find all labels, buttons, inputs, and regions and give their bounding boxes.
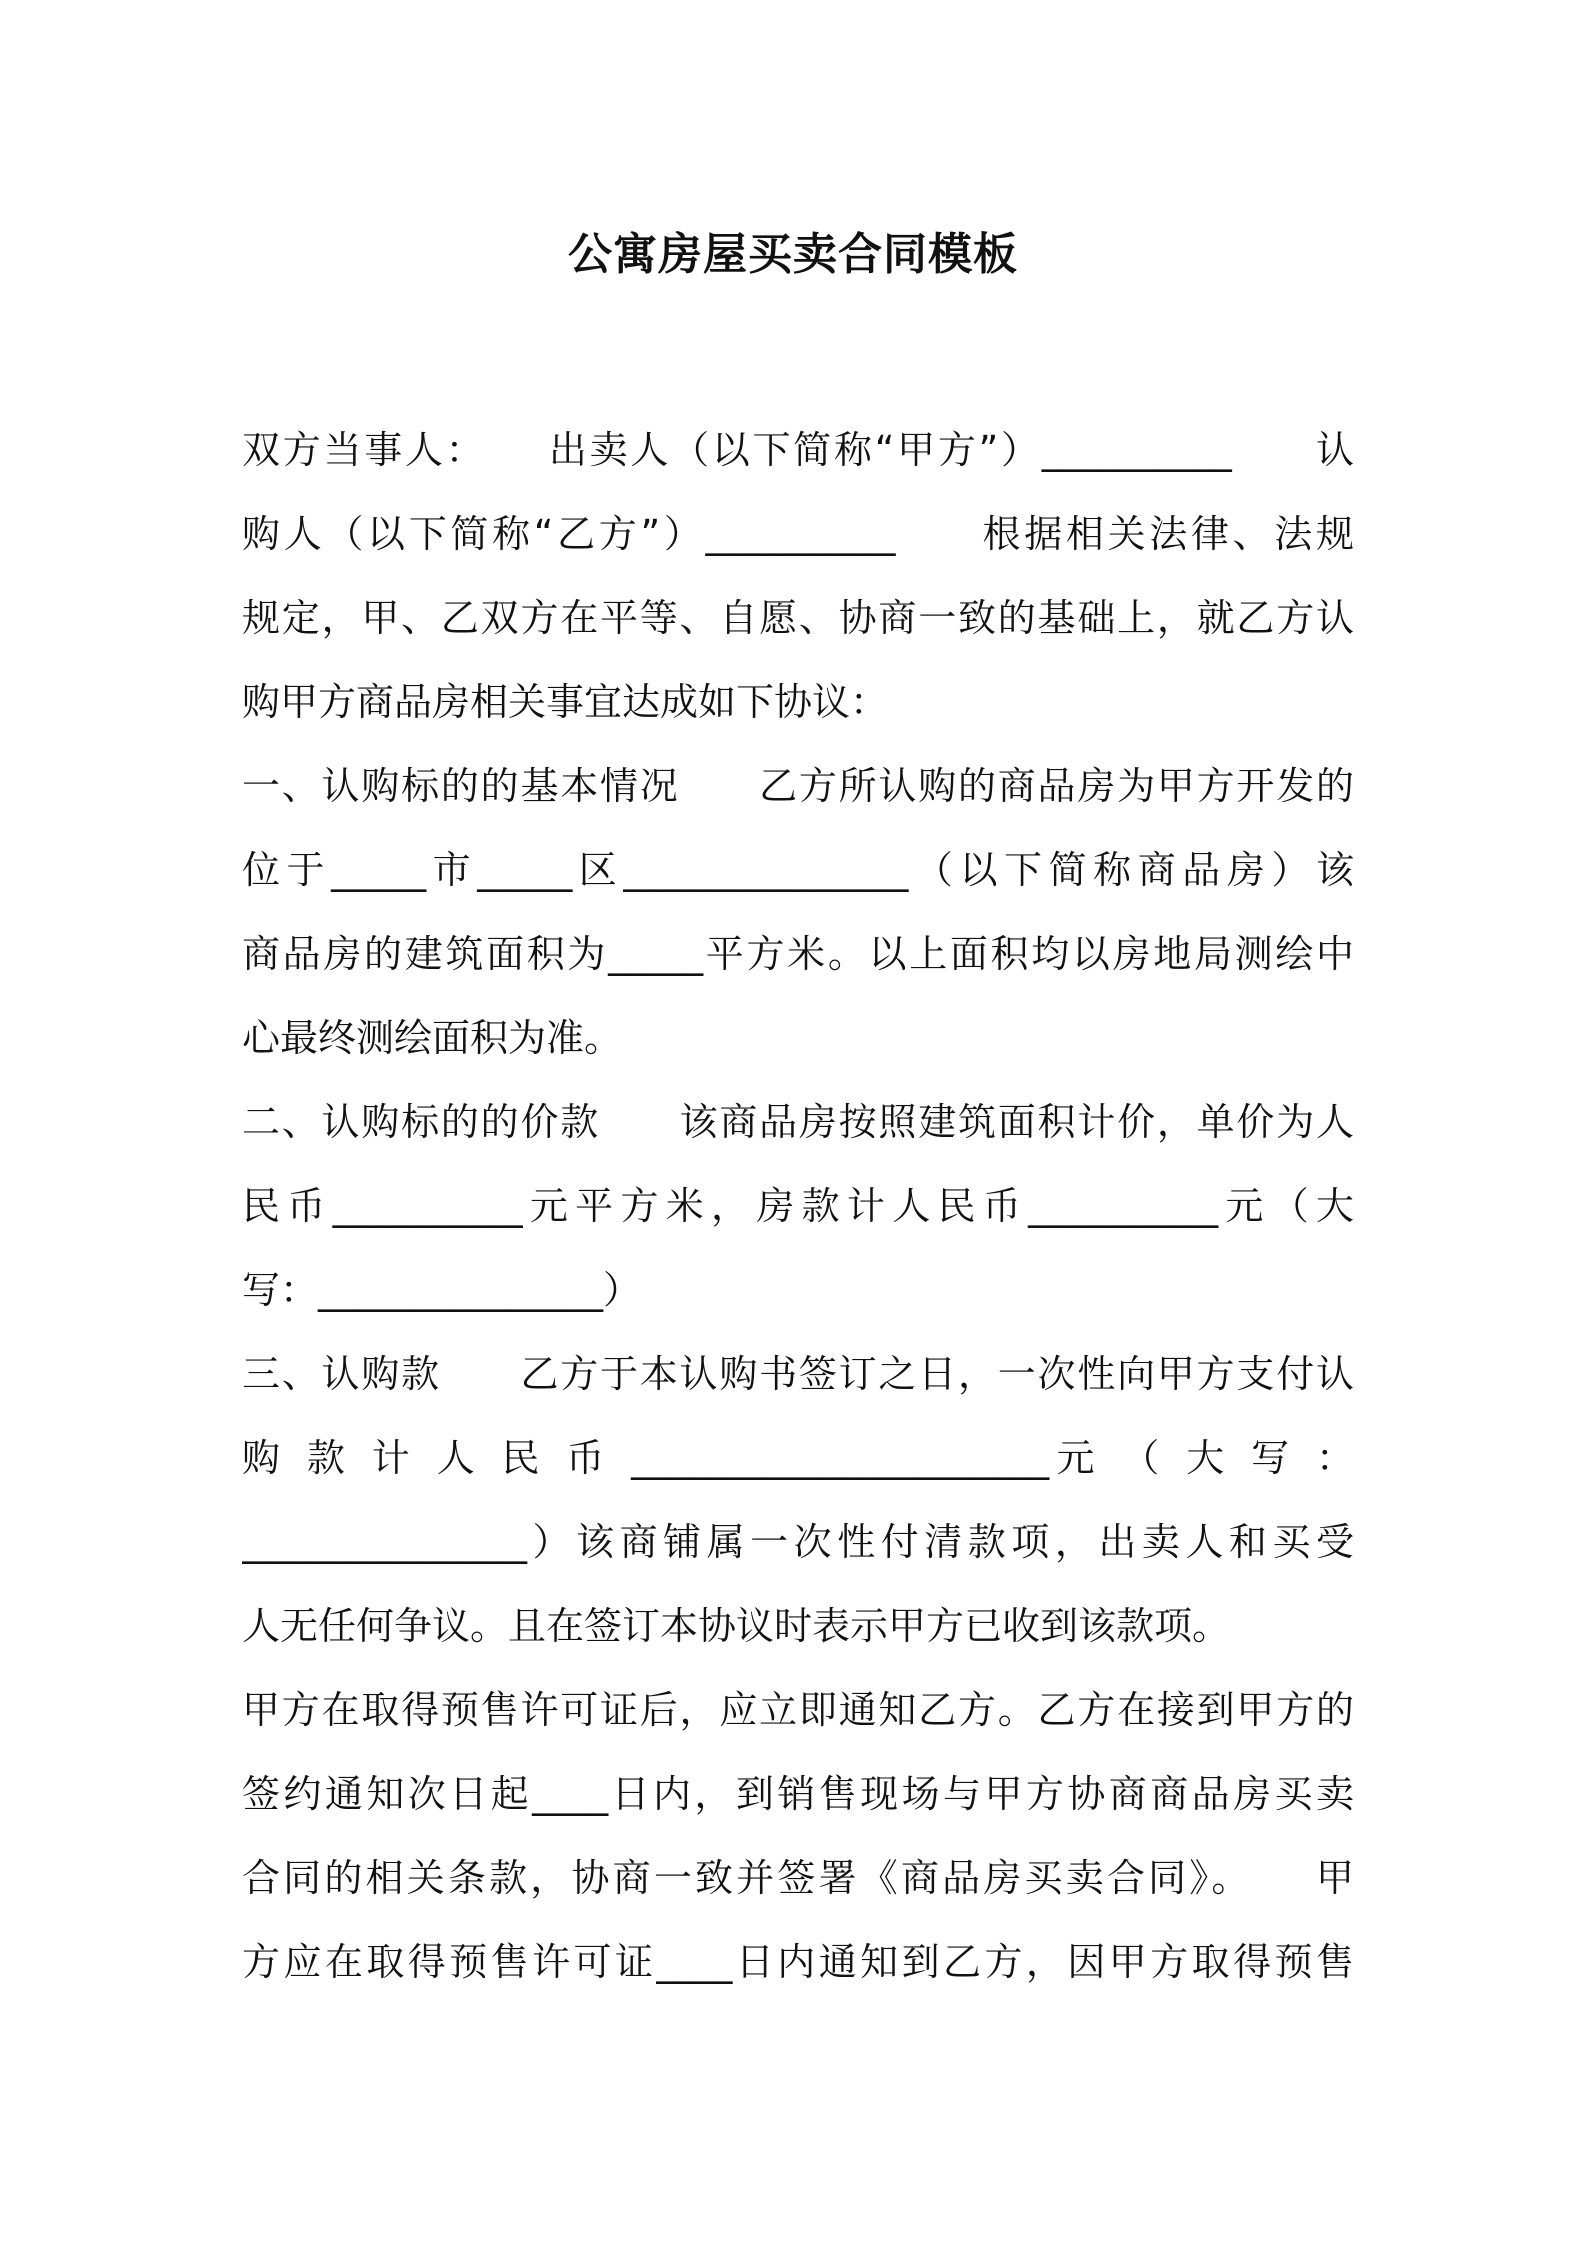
body-line: 方应在取得预售许可证____日内通知到乙方，因甲方取得预售	[242, 1940, 1354, 1984]
body-line: 规定，甲、乙双方在平等、自愿、协商一致的基础上，就乙方认	[242, 596, 1354, 640]
body-line: 民币__________元平方米，房款计人民币__________元（大	[242, 1184, 1354, 1228]
section-heading-line: 三、认购款 乙方于本认购书签订之日，一次性向甲方支付认	[242, 1352, 1354, 1396]
body-line: 合同的相关条款，协商一致并签署《商品房买卖合同》。 甲	[242, 1856, 1354, 1900]
contract-body	[242, 408, 1354, 2004]
document-title: 公寓房屋买卖合同模板	[568, 229, 1018, 280]
body-line: 甲方在取得预售许可证后，应立即通知乙方。乙方在接到甲方的	[242, 1688, 1354, 1732]
body-line: 商品房的建筑面积为_____平方米。以上面积均以房地局测绘中	[242, 932, 1354, 976]
body-line: 位于_____市_____区_______________（以下简称商品房）该	[242, 848, 1354, 892]
body-line: 购人（以下简称“乙方”）__________ 根据相关法律、法规	[242, 512, 1354, 556]
body-line: 写：_______________）	[242, 1268, 642, 1312]
body-line: 双方当事人： 出卖人（以下简称“甲方”）__________ 认	[242, 428, 1354, 472]
body-line: 签约通知次日起____日内，到销售现场与甲方协商商品房买卖	[242, 1772, 1354, 1816]
body-line: 购甲方商品房相关事宜达成如下协议：	[242, 680, 889, 724]
body-line: 心最终测绘面积为准。	[242, 1016, 623, 1060]
body-line: 人无任何争议。且在签订本协议时表示甲方已收到该款项。	[242, 1604, 1231, 1648]
section-heading-line: 二、认购标的的价款 该商品房按照建筑面积计价，单价为人	[242, 1100, 1354, 1144]
body-line: 购 款 计 人 民 币 ______________________元 （ 大 写 ：	[242, 1436, 1354, 1480]
body-line: _______________）该商铺属一次性付清款项，出卖人和买受	[242, 1520, 1354, 1564]
section-heading-line: 一、认购标的的基本情况 乙方所认购的商品房为甲方开发的	[242, 764, 1354, 808]
